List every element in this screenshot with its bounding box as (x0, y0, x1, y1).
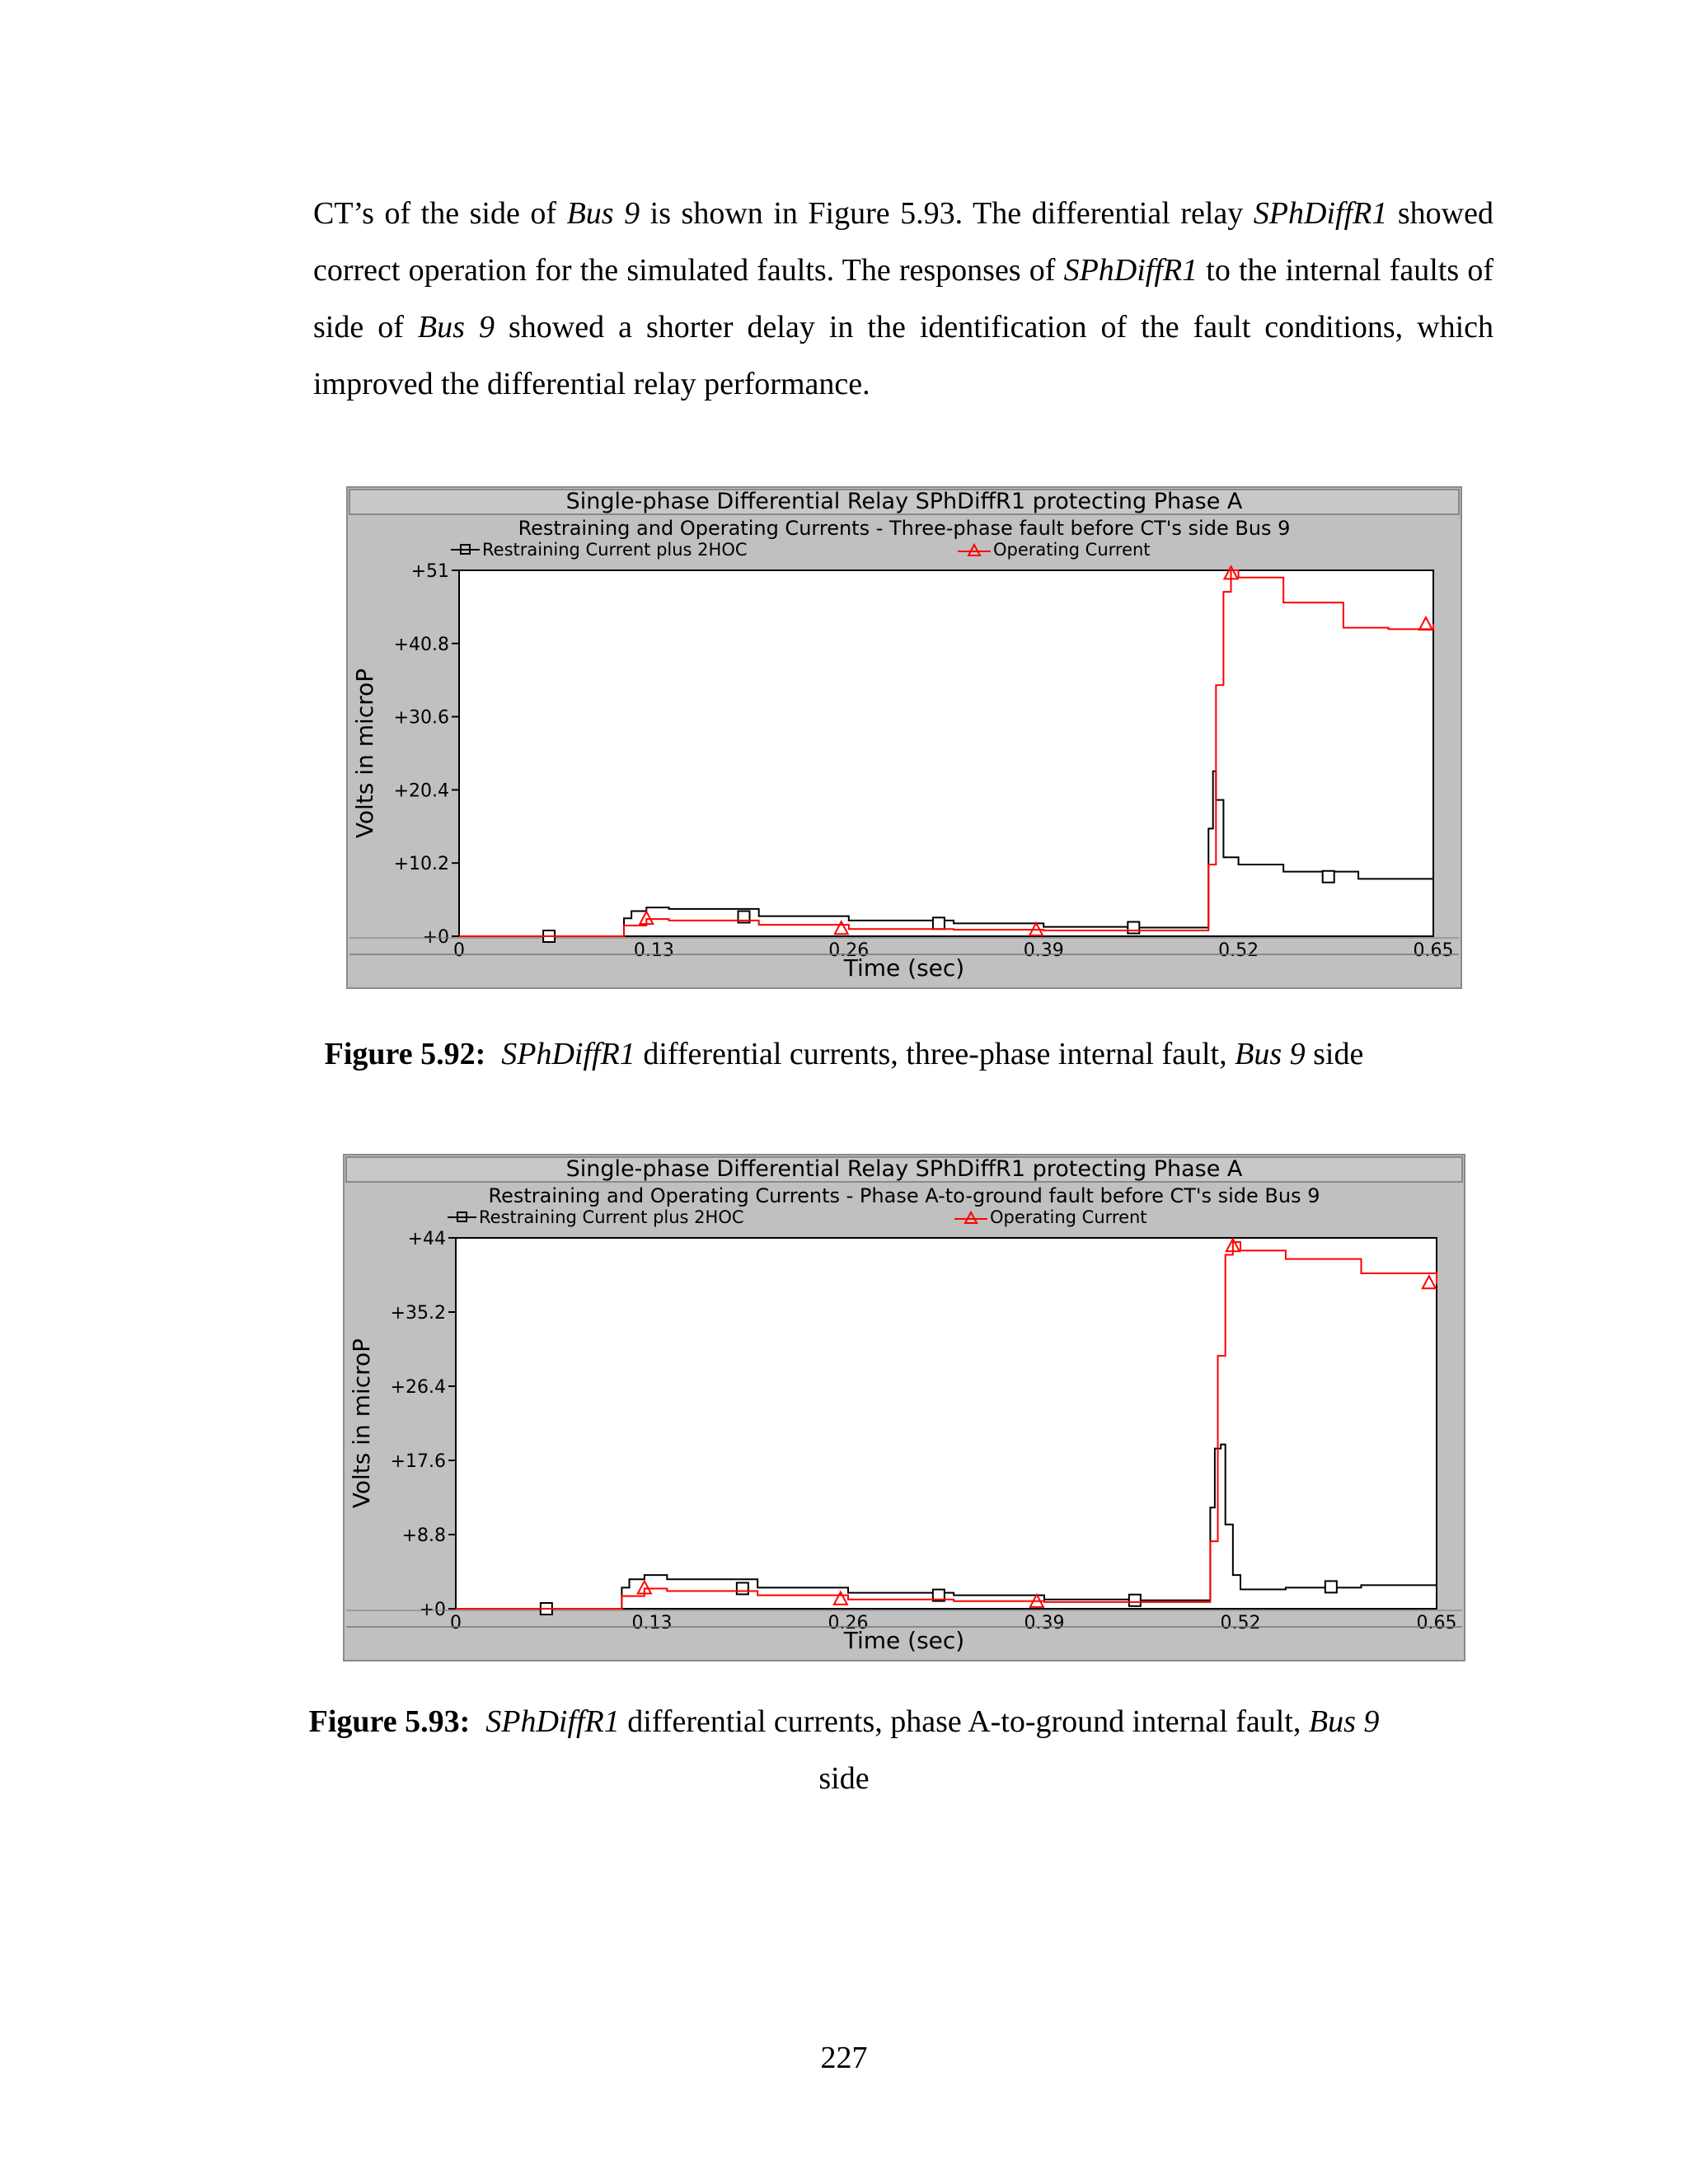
chart-subtitle: Restraining and Operating Currents - Phase A-to-ground fault before CT's side Bus 9 (488, 1184, 1320, 1207)
figure-5-92-chart (346, 486, 1462, 989)
caption-label: Figure 5.92: (324, 1037, 486, 1071)
caption-text-2: side (818, 1761, 870, 1796)
y-axis-label: Volts in microP (351, 668, 378, 839)
para-text-3: showed correct operation for the simulated faults. The responses of (313, 196, 1493, 288)
legend-restraining: Restraining Current plus 2HOC (482, 540, 748, 560)
chart-title: Single-phase Differential Relay SPhDiffR1 protecting Phase A (565, 489, 1243, 514)
y-tick-label: +20.4 (393, 780, 449, 802)
chart-subtitle: Restraining and Operating Currents - Three-phase fault before CT's side Bus 9 (518, 517, 1291, 540)
caption-text: differential currents, three-phase internal fault, (635, 1037, 1236, 1071)
restraining-marker (1129, 1595, 1141, 1606)
x-tick-label: 0.65 (1413, 940, 1454, 961)
caption-italic: SPhDiffR1 (485, 1704, 620, 1739)
caption-italic-2: Bus 9 (1235, 1037, 1306, 1071)
restraining-marker (933, 917, 945, 929)
chart-title: Single-phase Differential Relay SPhDiffR1 protecting Phase A (565, 1156, 1243, 1182)
legend-restraining: Restraining Current plus 2HOC (479, 1207, 744, 1227)
x-tick-label: 0.13 (633, 940, 674, 961)
x-tick-label: 0.26 (828, 940, 870, 961)
y-tick-label: +26.4 (390, 1377, 446, 1398)
plot-area (456, 1238, 1437, 1609)
page-number: 227 (820, 2041, 868, 2075)
para-italic-4: Bus 9 (417, 310, 495, 344)
legend-operating: Operating Current (990, 1207, 1147, 1227)
x-tick-label: 0.52 (1220, 1613, 1261, 1633)
y-tick-label: +30.6 (393, 707, 449, 729)
y-tick-label: +17.6 (390, 1451, 446, 1472)
y-tick-label: +0 (419, 1600, 446, 1620)
para-text-1: CT’s of the side of (313, 196, 567, 231)
para-text-2: is shown in Figure 5.93. The differential relay (640, 196, 1254, 231)
chart-svg-1 (348, 488, 1461, 987)
plot-area (459, 570, 1433, 936)
para-italic-1: Bus 9 (566, 196, 640, 231)
caption-italic: SPhDiffR1 (501, 1037, 635, 1071)
x-axis-label: Time (sec) (843, 1627, 965, 1654)
y-tick-label: +8.8 (401, 1526, 446, 1546)
y-tick-label: +44 (407, 1229, 446, 1249)
y-tick-label: +51 (410, 561, 449, 582)
para-italic-3: SPhDiffR1 (1063, 253, 1198, 288)
figure-5-92-caption (0, 1026, 1688, 1083)
x-tick-label: 0 (453, 940, 465, 961)
y-axis-label: Volts in microP (348, 1338, 375, 1509)
x-tick-label: 0.26 (828, 1613, 869, 1633)
restraining-marker (737, 1582, 748, 1594)
para-italic-2: SPhDiffR1 (1253, 196, 1388, 231)
legend-operating: Operating Current (993, 540, 1151, 560)
x-tick-label: 0.65 (1416, 1613, 1457, 1633)
y-tick-label: +40.8 (393, 634, 449, 655)
x-tick-label: 0.39 (1023, 940, 1064, 961)
y-tick-label: +10.2 (393, 854, 449, 875)
x-tick-label: 0 (450, 1613, 462, 1633)
restraining-marker (1325, 1581, 1337, 1592)
legend-marker-triangle (965, 1212, 977, 1223)
figure-5-93-caption (0, 1694, 1688, 1807)
para-text-4: to the internal faults of side of (313, 253, 1493, 344)
restraining-marker (1323, 871, 1334, 883)
chart-svg-2 (345, 1155, 1464, 1660)
x-tick-label: 0.13 (631, 1613, 673, 1633)
y-tick-label: +35.2 (390, 1303, 446, 1324)
figure-5-93-chart (343, 1154, 1465, 1661)
x-tick-label: 0.52 (1218, 940, 1259, 961)
caption-text: differential currents, phase A-to-ground internal fault, (619, 1704, 1309, 1739)
caption-label: Figure 5.93: (308, 1704, 471, 1739)
caption-text-2: side (1305, 1037, 1364, 1071)
legend-marker-triangle (968, 545, 980, 555)
caption-italic-2: Bus 9 (1308, 1704, 1380, 1739)
x-tick-label: 0.39 (1024, 1613, 1065, 1633)
x-axis-label: Time (sec) (843, 954, 965, 982)
body-paragraph (313, 185, 1493, 413)
restraining-marker (1128, 922, 1139, 934)
para-text-5: showed a shorter delay in the identification of the fault conditions, which improved the differential relay performance. (313, 310, 1494, 401)
y-tick-label: +0 (422, 927, 449, 948)
